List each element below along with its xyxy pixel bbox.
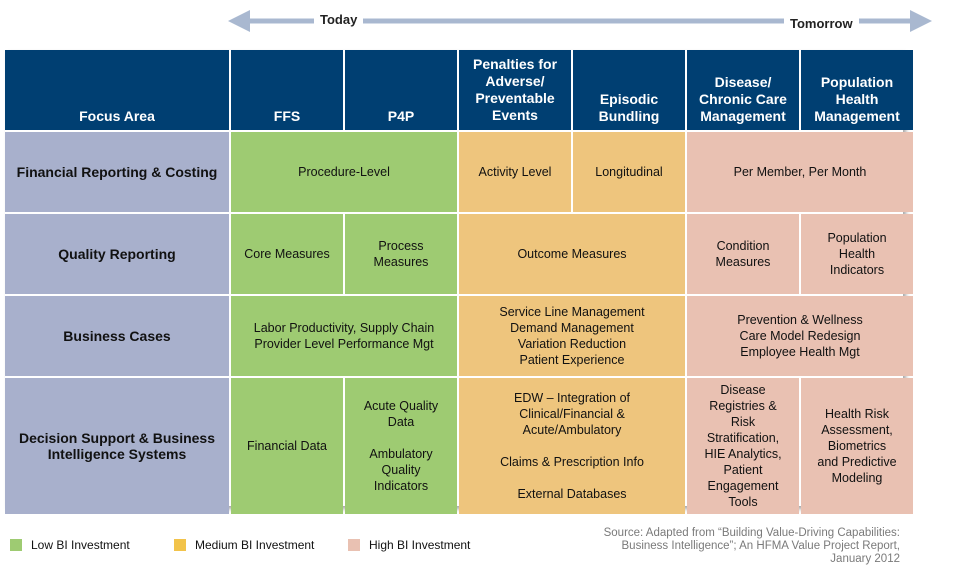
legend-medium xyxy=(174,538,314,552)
cell-service-line-management: Service Line Management Demand Management Variation Reduction Patient Experience xyxy=(459,296,685,376)
cell-disease-registries: Disease Registries & Risk Stratification, HIE Analytics, Patient Engagement Tools xyxy=(687,378,799,514)
row-label-decision-support: Decision Support & Business Intelligence Systems xyxy=(5,378,229,514)
cell-per-member-per-month: Per Member, Per Month xyxy=(687,132,913,212)
source-citation: Source: Adapted from “Building Value-Driving Capabilities: Business Intelligence”; An HFMA Value Project Report, January 2012 xyxy=(603,527,900,565)
cell-outcome-measures: Outcome Measures xyxy=(459,214,685,294)
header-focus-area: Focus Area xyxy=(5,50,229,130)
cell-condition-measures: Condition Measures xyxy=(687,214,799,294)
header-disease-management: Disease/ Chronic Care Management xyxy=(687,50,799,130)
cell-labor-productivity: Labor Productivity, Supply Chain Provider Level Performance Mgt xyxy=(231,296,457,376)
legend-low-label: Low BI Investment xyxy=(31,538,130,552)
row-label-business-cases: Business Cases xyxy=(5,296,229,376)
header-p4p: P4P xyxy=(345,50,457,130)
cell-health-risk-assessment: Health Risk Assessment, Biometrics and Predictive Modeling xyxy=(801,378,913,514)
today-label: Today xyxy=(314,12,363,27)
legend-medium-label: Medium BI Investment xyxy=(195,538,315,552)
cell-core-measures: Core Measures xyxy=(231,214,343,294)
cell-acute-quality-data: Acute Quality Data Ambulatory Quality Indicators xyxy=(345,378,457,514)
cell-prevention-wellness: Prevention & Wellness Care Model Redesign Employee Health Mgt xyxy=(687,296,913,376)
legend-high xyxy=(348,538,470,552)
cell-financial-data: Financial Data xyxy=(231,378,343,514)
medium-swatch-icon xyxy=(174,539,186,551)
cell-longitudinal: Longitudinal xyxy=(573,132,685,212)
header-episodic-bundling: Episodic Bundling xyxy=(573,50,685,130)
cell-procedure-level: Procedure-Level xyxy=(231,132,457,212)
cell-edw-integration: EDW – Integration of Clinical/Financial & Acute/Ambulatory Claims & Prescription Info External Databases xyxy=(459,378,685,514)
legend-high-label: High BI Investment xyxy=(369,538,471,552)
cell-population-health-indicators: Population Health Indicators xyxy=(801,214,913,294)
row-label-financial-reporting: Financial Reporting & Costing xyxy=(5,132,229,212)
header-population-health: Population Health Management xyxy=(801,50,913,130)
high-swatch-icon xyxy=(348,539,360,551)
row-label-quality-reporting: Quality Reporting xyxy=(5,214,229,294)
header-ffs: FFS xyxy=(231,50,343,130)
tomorrow-label: Tomorrow xyxy=(784,16,859,31)
bi-investment-matrix xyxy=(5,50,903,509)
cell-process-measures: Process Measures xyxy=(345,214,457,294)
legend-low xyxy=(10,538,130,552)
header-penalties: Penalties for Adverse/ Preventable Events xyxy=(459,50,571,130)
cell-activity-level: Activity Level xyxy=(459,132,571,212)
low-swatch-icon xyxy=(10,539,22,551)
